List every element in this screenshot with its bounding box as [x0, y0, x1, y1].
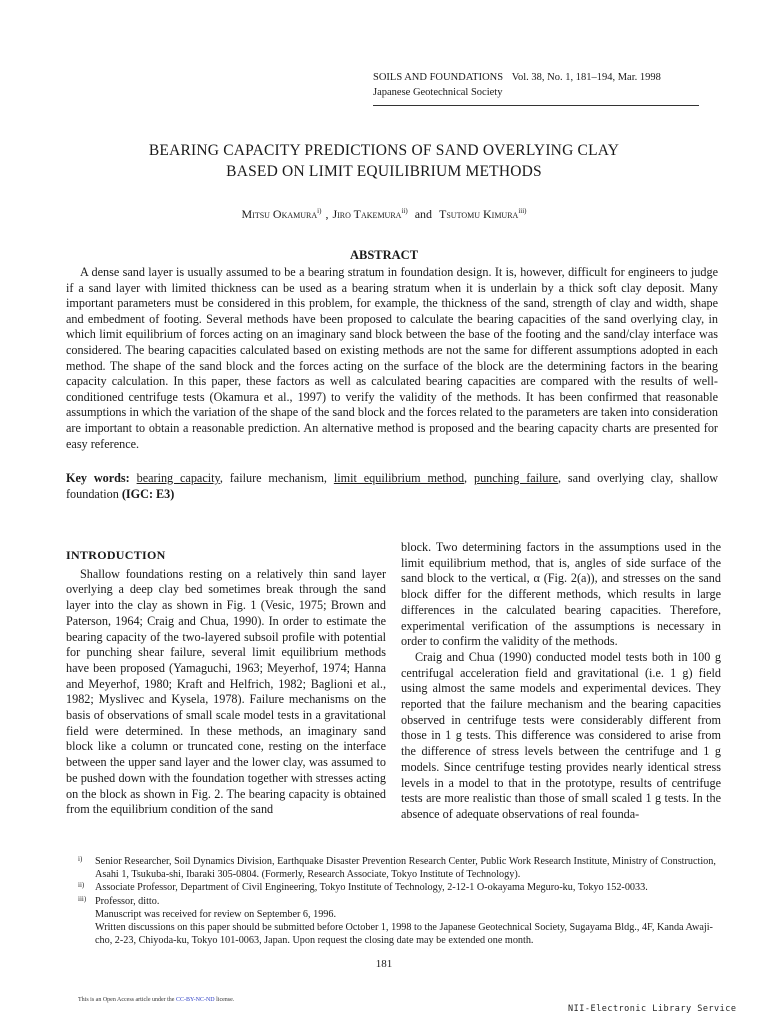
author-1: Mitsu Okamura — [241, 207, 318, 221]
page-number: 181 — [375, 958, 393, 970]
author-3-mark: iii) — [518, 207, 527, 215]
journal-citation: Vol. 38, No. 1, 181–194, Mar. 1998 — [511, 72, 661, 83]
footnote-3 — [78, 895, 728, 908]
footnotes — [78, 855, 728, 947]
footnote-1-text: Senior Researcher, Soil Dynamics Division, Earthquake Disaster Prevention Research Center, Public Work Research Institute, Ministry of Construction, Asahi 1, Tsukuba-shi, Ibaraki 305-0804. (Formerly, Research Associate, Tokyo Institute of Technology). — [95, 856, 716, 881]
paper-title — [0, 140, 768, 182]
license-link[interactable]: CC-BY-NC-ND — [175, 997, 215, 1003]
license-notice — [78, 997, 234, 1003]
journal-citation-line — [373, 70, 699, 85]
keyword-link-limit-equilibrium[interactable]: limit equilibrium method — [333, 471, 465, 485]
footnote-2-mark: ii) — [78, 881, 85, 890]
author-list: Mitsu Okamura$^{i)}$ , Jiro Takemura$^{ii)}$ and Tsutomu Kimura$^{iii)}$ — [241, 207, 527, 221]
keyword-sand-overlying-clay: sand overlying clay, shallow foundation — [66, 471, 719, 501]
author-2-mark: ii) — [401, 207, 408, 215]
footnote-manuscript — [78, 908, 728, 921]
header-rule — [373, 105, 699, 106]
keyword-link-punching-failure[interactable]: punching failure — [473, 471, 558, 485]
section-heading-introduction: INTRODUCTION — [66, 548, 166, 562]
author-3: Tsutomu Kimura — [439, 207, 519, 221]
igc-code: (IGC: E3) — [121, 487, 175, 501]
license-prefix: This is an Open Access article under the — [78, 997, 175, 1003]
keyword-link-bearing-capacity[interactable]: bearing capacity — [136, 471, 220, 485]
journal-name: SOILS AND FOUNDATIONS — [373, 72, 504, 83]
abstract-paragraph: A dense sand layer is usually assumed to be a bearing stratum in foundation design. It is, however, difficult for engineers to judge if a sand layer with limited thickness can be used as a bearing stratum when it is underlain by a thick soft clay deposit. Many important parameters must be considered in this problem, for example, the thickness of the sand, strength of clay and width, shape and embedment of footing. Several methods have been proposed to calculate the bearing capacities of the sand overlying clay, in which limit equilibrium of forces acting on an imaginary sand block between the base of the footing and the sand/clay interface was considered. The bearing capacities calculated based on existing methods are not the same for different assumptions adopted in each method. The shape of the sand block and the forces acting on the surface of the block are the determining factors in the bearing capacity calculation. In this paper, these factors as well as calculated bearing capacities are compared with the results of well-conditioned centrifuge tests (Okamura et al., 1997) to verify the validity of the methods. It has been confirmed that reasonable assumptions in which the variation of the shape of the sand block and the forces related to the parameters are taken into consideration are important to obtain a reasonable prediction. An alternative method is proposed and the bearing capacity charts are presented for easy reference. — [66, 265, 718, 451]
keywords: Key words: bearing capacity, failure mechanism, limit equilibrium method, punching failure, sand overlying clay, shallow foundation (IGC: E3) — [66, 471, 719, 501]
title-line-2: BASED ON LIMIT EQUILIBRIUM METHODS — [226, 163, 542, 180]
keyword-failure-mechanism: failure mechanism, — [229, 471, 327, 485]
footnote-2 — [78, 881, 728, 894]
footnote-1-mark: i) — [78, 855, 83, 863]
author-1-mark: i) — [317, 207, 322, 215]
title-line-1: BEARING CAPACITY PREDICTIONS OF SAND OVERLYING CLAY — [148, 142, 620, 159]
license-suffix: license. — [216, 997, 235, 1003]
journal-header — [373, 70, 699, 106]
footnote-3-mark: iii) — [78, 894, 87, 903]
left-column-paragraph: Shallow foundations resting on a relatively thin sand layer overlying a deep clay bed sometimes break through the sand layer into the clay as shown in Fig. 1 (Vesic, 1975; Brown and Paterson, 1964; Craig and Chua, 1990). In order to estimate the bearing capacity of the two-layered subsoil profile with potential for punching shear failure, several limit equilibrium methods have been proposed (Yamaguchi, 1963; Meyerhof, 1974; Hanna and Meyerhof, 1980; Kraft and Helfrich, 1982; Baglioni et al., 1982; Myslivec and Kysela, 1978). Failure mechanisms on the basis of observations of small scale model tests in a gravitational field were determined. In these methods, an imaginary sand block like a column or truncated cone, resting on the interface between the upper sand layer and the lower clay, was assumed to be pushed down with the foundation together with stresses acting on the block as shown in Fig. 2. The bearing capacity is obtained from the equilibrium condition of the sand — [66, 566, 386, 817]
left-column — [66, 536, 386, 818]
footnote-discussion — [78, 921, 728, 947]
right-column — [401, 540, 721, 823]
author-2: Jiro Takemura — [332, 207, 402, 221]
journal-society: Japanese Geotechnical Society — [373, 87, 503, 98]
footnote-2-text: Associate Professor, Department of Civil Engineering, Tokyo Institute of Technology, 2-12-1 O-okayama Meguro-ku, Tokyo 152-0033. — [95, 882, 648, 894]
abstract-body — [66, 265, 718, 452]
footnote-3-text: Professor, ditto. — [95, 895, 160, 907]
right-column-paragraph-2: Craig and Chua (1990) conducted model tests both in 100 g centrifugal acceleration field and gravitational (i.e. 1 g) field using almost the same models and experimental devices. They reported that the failure mechanism and the bearing capacities observed in centrifuge tests were considerably different from those in 1 g tests. This difference was considered to arise from the difference of stress levels between the centrifuge and 1 g models. Since centrifuge testing provides nearly identical stress levels in a model to that in the prototype, results of centrifuge tests are more realistic than those of small scaled 1 g tests. In the absence of adequate observations of real founda- — [401, 649, 721, 821]
footnote-discussion-text: Written discussions on this paper should be submitted before October 1, 1998 to the Japanese Geotechnical Society, Sugayama Bldg., 4F, Kanda Awaji-cho, 2-23, Chiyoda-ku, Tokyo 101-0063, Japan. Upon request the closing date may be extended one month. — [95, 922, 713, 947]
right-column-paragraph-1: block. Two determining factors in the assumptions used in the limit equilibrium method, that is, angles of side surface of the sand block to the vertical, α (Fig. 2(a)), and stresses on the sand block differ for the different methods, which results in large differences in the calculated bearing capacities. Therefore, experimental verification of the assumptions is necessary in order to confirm the validity of the methods. — [401, 540, 721, 649]
keywords-label: Key words: — [66, 471, 130, 485]
library-service-label: NII-Electronic Library Service — [568, 1004, 737, 1014]
footnote-manuscript-text: Manuscript was received for review on September 6, 1996. — [95, 908, 337, 920]
abstract-heading: ABSTRACT — [349, 248, 419, 262]
footnote-1 — [78, 855, 728, 881]
author-conjunction: and — [414, 207, 433, 221]
